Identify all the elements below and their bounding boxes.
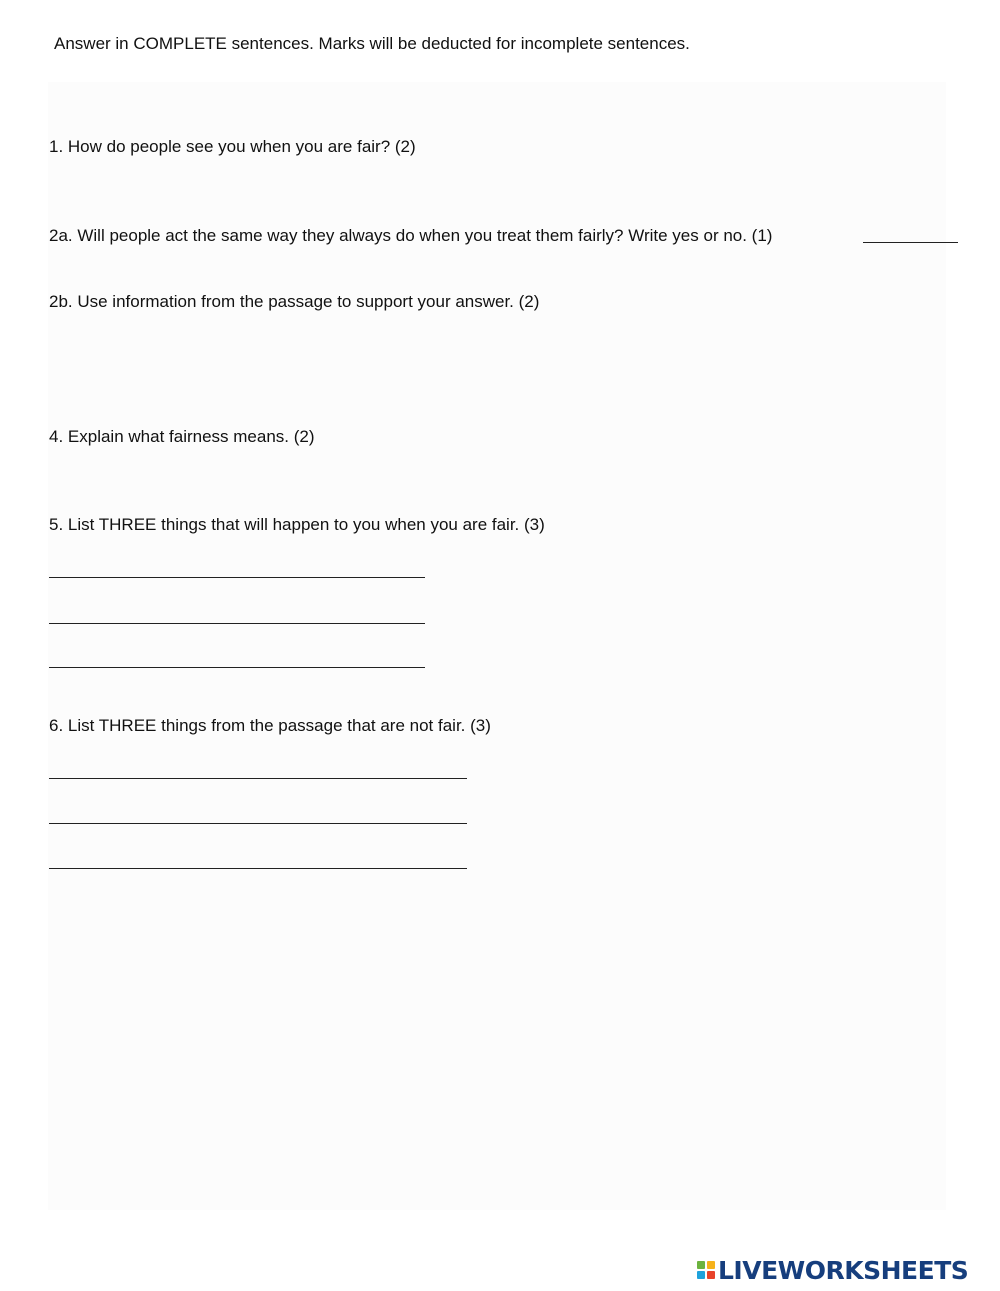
question-5: 5. List THREE things that will happen to you when you are fair. (3) [49, 515, 545, 534]
answer-line-2a[interactable] [863, 242, 958, 243]
answer-line-5-1[interactable] [49, 577, 425, 578]
worksheet-background [48, 82, 946, 1210]
answer-line-6-3[interactable] [49, 868, 467, 869]
question-2a: 2a. Will people act the same way they always do when you treat them fairly? Write yes or no. (1) [49, 226, 773, 245]
brand-name: LIVEWORKSHEETS [718, 1255, 969, 1285]
answer-line-6-1[interactable] [49, 778, 467, 779]
logo-tiles-icon [697, 1261, 715, 1279]
answer-line-5-3[interactable] [49, 667, 425, 668]
liveworksheets-logo [697, 1255, 968, 1285]
answer-line-6-2[interactable] [49, 823, 467, 824]
question-4: 4. Explain what fairness means. (2) [49, 427, 315, 446]
question-1: 1. How do people see you when you are fair? (2) [49, 137, 416, 156]
instructions-text: Answer in COMPLETE sentences. Marks will be deducted for incomplete sentences. [54, 34, 690, 53]
question-2b: 2b. Use information from the passage to support your answer. (2) [49, 292, 540, 311]
answer-line-5-2[interactable] [49, 623, 425, 624]
question-6: 6. List THREE things from the passage that are not fair. (3) [49, 716, 491, 735]
